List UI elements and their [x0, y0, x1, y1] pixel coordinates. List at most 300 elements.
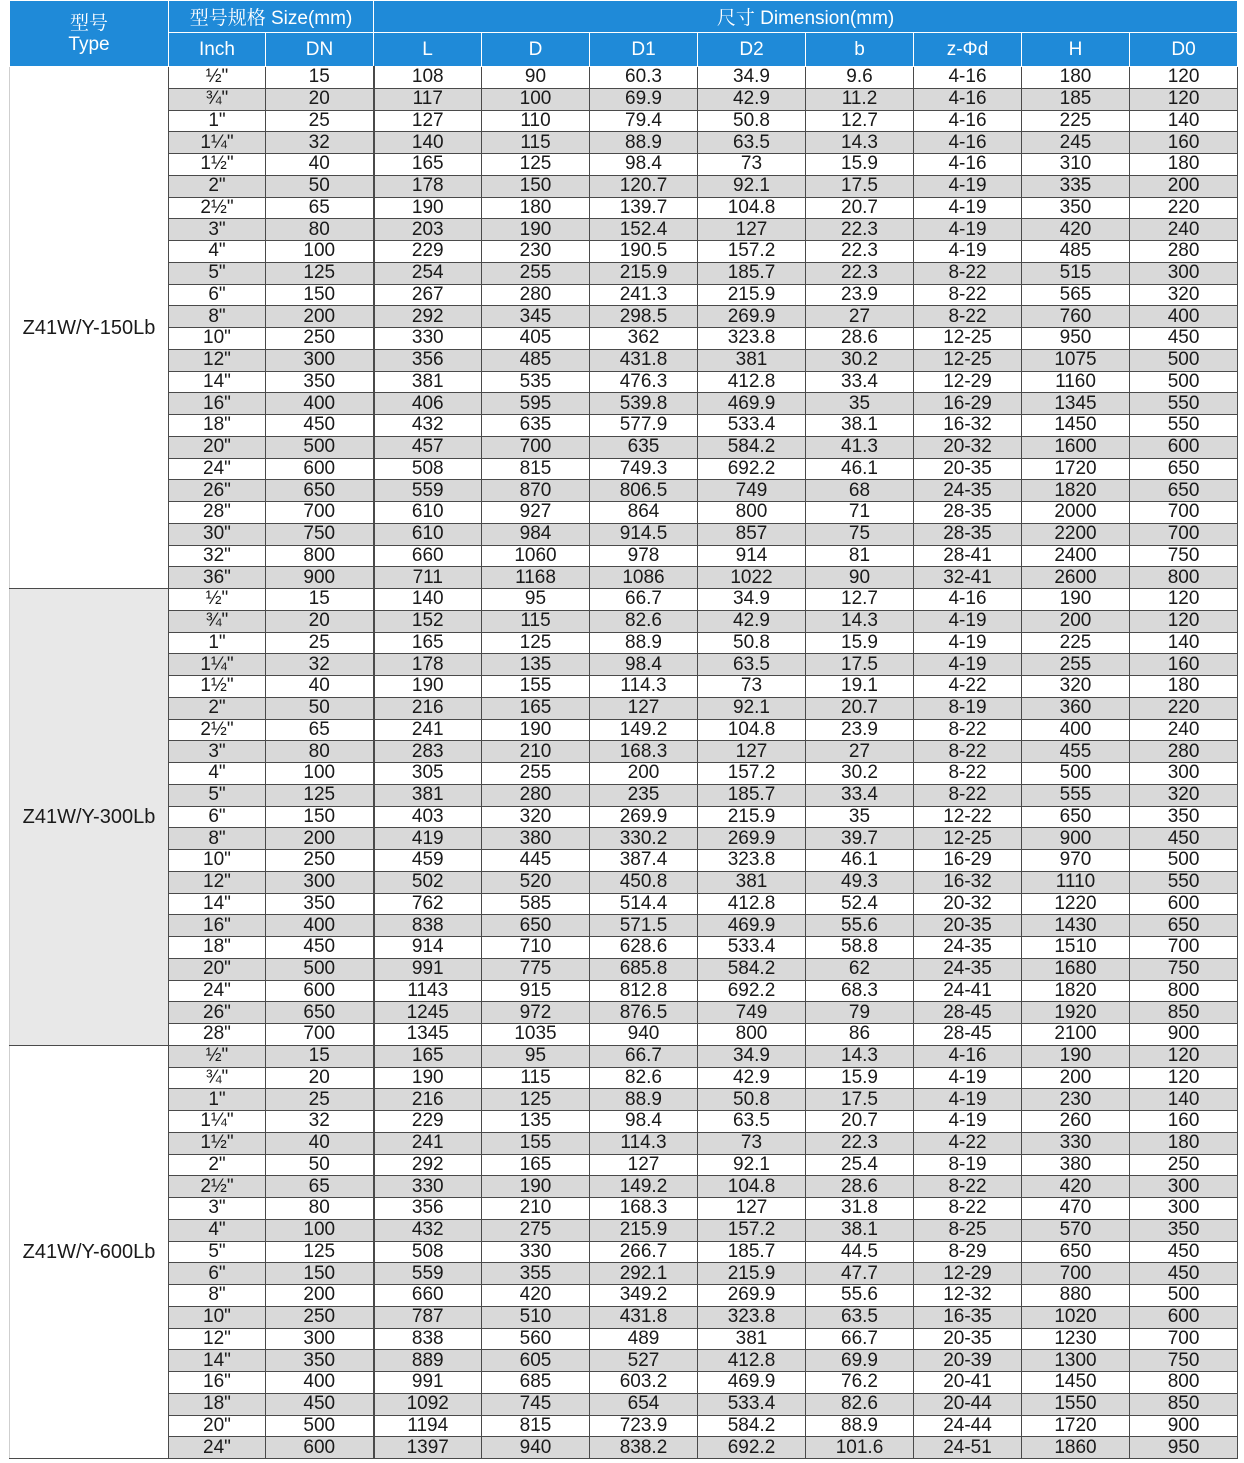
cell-z-d: 8-22: [914, 741, 1022, 763]
cell-inch: 12": [169, 349, 266, 371]
cell-inch: ¾": [169, 610, 266, 632]
cell-b: 39.7: [806, 828, 914, 850]
cell-d: 1035: [482, 1024, 590, 1046]
cell-dn: 32: [266, 654, 374, 676]
cell-z-d: 12-29: [914, 371, 1022, 393]
table-row: [10, 589, 1238, 611]
cell-h: 555: [1022, 784, 1130, 806]
cell-d2: 34.9: [698, 67, 806, 89]
table-row: [10, 284, 1238, 306]
spec-table-container: [9, 0, 1237, 1458]
cell-l: 559: [374, 480, 482, 502]
cell-inch: 12": [169, 871, 266, 893]
cell-d0: 320: [1130, 784, 1238, 806]
cell-h: 1230: [1022, 1328, 1130, 1350]
cell-d0: 140: [1130, 632, 1238, 654]
cell-b: 55.6: [806, 1285, 914, 1307]
cell-d0: 300: [1130, 262, 1238, 284]
cell-d0: 300: [1130, 1198, 1238, 1220]
cell-d: 280: [482, 784, 590, 806]
cell-b: 30.2: [806, 349, 914, 371]
table-row: [10, 1089, 1238, 1111]
cell-dn: 100: [266, 763, 374, 785]
cell-d0: 550: [1130, 415, 1238, 437]
cell-b: 23.9: [806, 719, 914, 741]
cell-b: 76.2: [806, 1372, 914, 1394]
table-row: [10, 262, 1238, 284]
cell-d1: 812.8: [590, 980, 698, 1002]
cell-h: 1160: [1022, 371, 1130, 393]
cell-d2: 584.2: [698, 958, 806, 980]
cell-b: 62: [806, 958, 914, 980]
cell-h: 500: [1022, 763, 1130, 785]
cell-dn: 300: [266, 871, 374, 893]
cell-z-d: 8-22: [914, 763, 1022, 785]
cell-h: 1110: [1022, 871, 1130, 893]
cell-d: 135: [482, 654, 590, 676]
cell-d2: 34.9: [698, 589, 806, 611]
cell-d1: 168.3: [590, 1198, 698, 1220]
cell-l: 356: [374, 1198, 482, 1220]
cell-z-d: 20-35: [914, 915, 1022, 937]
cell-d0: 120: [1130, 67, 1238, 89]
cell-inch: 6": [169, 284, 266, 306]
cell-d: 95: [482, 589, 590, 611]
cell-d2: 63.5: [698, 1111, 806, 1133]
cell-l: 165: [374, 154, 482, 176]
cell-l: 610: [374, 502, 482, 524]
cell-inch: 1": [169, 1089, 266, 1111]
cell-d: 230: [482, 241, 590, 263]
cell-l: 459: [374, 850, 482, 872]
cell-b: 86: [806, 1024, 914, 1046]
cell-d: 255: [482, 763, 590, 785]
table-row: [10, 458, 1238, 480]
table-row: [10, 1111, 1238, 1133]
cell-d2: 73: [698, 676, 806, 698]
cell-dn: 32: [266, 132, 374, 154]
cell-d0: 120: [1130, 589, 1238, 611]
cell-dn: 100: [266, 1219, 374, 1241]
table-row: [10, 371, 1238, 393]
cell-d2: 584.2: [698, 1415, 806, 1437]
table-row: [10, 1328, 1238, 1350]
cell-z-d: 12-22: [914, 806, 1022, 828]
table-row: [10, 1002, 1238, 1024]
cell-d0: 350: [1130, 1219, 1238, 1241]
cell-z-d: 12-25: [914, 328, 1022, 350]
cell-d1: 88.9: [590, 132, 698, 154]
cell-h: 1600: [1022, 436, 1130, 458]
cell-d0: 160: [1130, 1111, 1238, 1133]
cell-inch: 5": [169, 1241, 266, 1263]
cell-d1: 98.4: [590, 1111, 698, 1133]
cell-b: 35: [806, 393, 914, 415]
cell-d1: 66.7: [590, 589, 698, 611]
cell-d: 1060: [482, 545, 590, 567]
cell-d0: 400: [1130, 306, 1238, 328]
cell-inch: 18": [169, 937, 266, 959]
valve-dimension-table: [9, 0, 1238, 1459]
cell-l: 241: [374, 719, 482, 741]
size-header: 型号规格 Size(mm): [169, 1, 374, 33]
cell-l: 203: [374, 219, 482, 241]
cell-d1: 940: [590, 1024, 698, 1046]
cell-d1: 114.3: [590, 1132, 698, 1154]
cell-dn: 500: [266, 958, 374, 980]
cell-d0: 700: [1130, 937, 1238, 959]
cell-d: 972: [482, 1002, 590, 1024]
cell-d2: 269.9: [698, 828, 806, 850]
cell-z-d: 4-19: [914, 197, 1022, 219]
column-header-d: D: [482, 33, 590, 67]
cell-l: 432: [374, 415, 482, 437]
cell-l: 838: [374, 915, 482, 937]
cell-dn: 32: [266, 1111, 374, 1133]
cell-d: 330: [482, 1241, 590, 1263]
table-row: [10, 1132, 1238, 1154]
cell-inch: 8": [169, 306, 266, 328]
cell-h: 485: [1022, 241, 1130, 263]
cell-dn: 700: [266, 502, 374, 524]
cell-d0: 240: [1130, 219, 1238, 241]
cell-d0: 220: [1130, 197, 1238, 219]
cell-dn: 350: [266, 1350, 374, 1372]
cell-z-d: 4-16: [914, 589, 1022, 611]
cell-inch: 1½": [169, 154, 266, 176]
cell-inch: 36": [169, 567, 266, 589]
cell-d2: 185.7: [698, 262, 806, 284]
table-row: [10, 915, 1238, 937]
cell-inch: 16": [169, 1372, 266, 1394]
cell-d1: 200: [590, 763, 698, 785]
cell-z-d: 20-32: [914, 893, 1022, 915]
cell-d: 650: [482, 915, 590, 937]
cell-b: 14.3: [806, 132, 914, 154]
cell-d2: 469.9: [698, 1372, 806, 1394]
table-row: [10, 67, 1238, 89]
cell-z-d: 4-19: [914, 1111, 1022, 1133]
cell-d0: 140: [1130, 110, 1238, 132]
cell-d1: 514.4: [590, 893, 698, 915]
cell-inch: 4": [169, 241, 266, 263]
cell-d2: 63.5: [698, 654, 806, 676]
cell-d0: 250: [1130, 1154, 1238, 1176]
cell-z-d: 12-29: [914, 1263, 1022, 1285]
cell-l: 419: [374, 828, 482, 850]
cell-d1: 127: [590, 1154, 698, 1176]
cell-d2: 412.8: [698, 371, 806, 393]
cell-h: 260: [1022, 1111, 1130, 1133]
cell-h: 1550: [1022, 1393, 1130, 1415]
cell-z-d: 8-22: [914, 306, 1022, 328]
cell-d0: 600: [1130, 893, 1238, 915]
cell-z-d: 24-44: [914, 1415, 1022, 1437]
cell-b: 28.6: [806, 1176, 914, 1198]
cell-d0: 850: [1130, 1393, 1238, 1415]
cell-h: 565: [1022, 284, 1130, 306]
cell-inch: 24": [169, 458, 266, 480]
cell-dn: 80: [266, 741, 374, 763]
cell-d0: 320: [1130, 284, 1238, 306]
cell-d: 165: [482, 697, 590, 719]
cell-d1: 431.8: [590, 349, 698, 371]
cell-inch: 2": [169, 1154, 266, 1176]
cell-d0: 200: [1130, 175, 1238, 197]
cell-l: 292: [374, 306, 482, 328]
cell-l: 1245: [374, 1002, 482, 1024]
cell-d: 585: [482, 893, 590, 915]
cell-h: 200: [1022, 1067, 1130, 1089]
cell-z-d: 32-41: [914, 567, 1022, 589]
cell-d1: 450.8: [590, 871, 698, 893]
cell-inch: 30": [169, 523, 266, 545]
cell-d: 345: [482, 306, 590, 328]
cell-d1: 978: [590, 545, 698, 567]
cell-d2: 412.8: [698, 893, 806, 915]
cell-dn: 400: [266, 393, 374, 415]
cell-inch: ¾": [169, 1067, 266, 1089]
table-row: [10, 632, 1238, 654]
cell-z-d: 4-19: [914, 632, 1022, 654]
cell-b: 44.5: [806, 1241, 914, 1263]
cell-b: 101.6: [806, 1437, 914, 1459]
cell-d: 190: [482, 219, 590, 241]
cell-l: 559: [374, 1263, 482, 1285]
cell-d0: 650: [1130, 458, 1238, 480]
cell-h: 1020: [1022, 1306, 1130, 1328]
cell-dn: 80: [266, 219, 374, 241]
cell-h: 2000: [1022, 502, 1130, 524]
cell-z-d: 28-35: [914, 502, 1022, 524]
cell-l: 140: [374, 589, 482, 611]
cell-dn: 450: [266, 1393, 374, 1415]
type-cell: Z41W/Y-150Lb: [10, 67, 169, 589]
table-row: [10, 1285, 1238, 1307]
cell-dn: 40: [266, 1132, 374, 1154]
cell-z-d: 16-29: [914, 850, 1022, 872]
cell-b: 20.7: [806, 697, 914, 719]
table-row: [10, 219, 1238, 241]
cell-d0: 900: [1130, 1024, 1238, 1046]
cell-l: 178: [374, 175, 482, 197]
cell-z-d: 24-35: [914, 958, 1022, 980]
cell-z-d: 28-35: [914, 523, 1022, 545]
cell-z-d: 4-16: [914, 67, 1022, 89]
cell-b: 58.8: [806, 937, 914, 959]
cell-d: 915: [482, 980, 590, 1002]
cell-d2: 42.9: [698, 610, 806, 632]
cell-d0: 120: [1130, 1067, 1238, 1089]
cell-h: 2400: [1022, 545, 1130, 567]
cell-inch: 10": [169, 850, 266, 872]
cell-dn: 15: [266, 1045, 374, 1067]
cell-dn: 400: [266, 1372, 374, 1394]
cell-d: 180: [482, 197, 590, 219]
cell-d0: 220: [1130, 697, 1238, 719]
cell-h: 880: [1022, 1285, 1130, 1307]
cell-b: 31.8: [806, 1198, 914, 1220]
cell-dn: 200: [266, 306, 374, 328]
cell-d1: 539.8: [590, 393, 698, 415]
type-cell: Z41W/Y-600Lb: [10, 1045, 169, 1458]
cell-d: 984: [482, 523, 590, 545]
cell-d: 210: [482, 1198, 590, 1220]
cell-dn: 50: [266, 697, 374, 719]
cell-l: 1397: [374, 1437, 482, 1459]
cell-d: 815: [482, 458, 590, 480]
table-row: [10, 393, 1238, 415]
cell-b: 14.3: [806, 1045, 914, 1067]
cell-h: 900: [1022, 828, 1130, 850]
cell-inch: 16": [169, 915, 266, 937]
cell-inch: 14": [169, 371, 266, 393]
cell-inch: 12": [169, 1328, 266, 1350]
cell-l: 787: [374, 1306, 482, 1328]
cell-d: 95: [482, 1045, 590, 1067]
cell-dn: 125: [266, 784, 374, 806]
cell-dn: 25: [266, 110, 374, 132]
cell-h: 380: [1022, 1154, 1130, 1176]
cell-dn: 125: [266, 262, 374, 284]
cell-d0: 700: [1130, 1328, 1238, 1350]
type-header-en: Type: [68, 33, 110, 55]
cell-l: 241: [374, 1132, 482, 1154]
cell-l: 711: [374, 567, 482, 589]
cell-d2: 269.9: [698, 306, 806, 328]
cell-dn: 750: [266, 523, 374, 545]
cell-l: 381: [374, 371, 482, 393]
cell-b: 12.7: [806, 589, 914, 611]
cell-l: 292: [374, 1154, 482, 1176]
cell-inch: 20": [169, 436, 266, 458]
table-row: [10, 980, 1238, 1002]
cell-d0: 750: [1130, 958, 1238, 980]
cell-z-d: 4-19: [914, 610, 1022, 632]
cell-l: 508: [374, 1241, 482, 1263]
cell-h: 2100: [1022, 1024, 1130, 1046]
cell-dn: 500: [266, 1415, 374, 1437]
cell-d1: 838.2: [590, 1437, 698, 1459]
table-row: [10, 850, 1238, 872]
cell-d1: 149.2: [590, 719, 698, 741]
cell-d1: 723.9: [590, 1415, 698, 1437]
cell-d0: 160: [1130, 654, 1238, 676]
cell-dn: 50: [266, 1154, 374, 1176]
cell-d0: 450: [1130, 1241, 1238, 1263]
cell-l: 216: [374, 1089, 482, 1111]
cell-b: 22.3: [806, 1132, 914, 1154]
table-row: [10, 502, 1238, 524]
cell-b: 55.6: [806, 915, 914, 937]
cell-d2: 157.2: [698, 1219, 806, 1241]
cell-d1: 387.4: [590, 850, 698, 872]
cell-dn: 450: [266, 415, 374, 437]
cell-d1: 241.3: [590, 284, 698, 306]
cell-dn: 150: [266, 1263, 374, 1285]
cell-d2: 584.2: [698, 436, 806, 458]
cell-h: 200: [1022, 610, 1130, 632]
column-header-d0: D0: [1130, 33, 1238, 67]
cell-dn: 250: [266, 1306, 374, 1328]
cell-d1: 269.9: [590, 806, 698, 828]
cell-d2: 215.9: [698, 806, 806, 828]
cell-d: 320: [482, 806, 590, 828]
cell-dn: 65: [266, 719, 374, 741]
cell-l: 356: [374, 349, 482, 371]
cell-inch: 6": [169, 806, 266, 828]
cell-d: 605: [482, 1350, 590, 1372]
cell-d2: 127: [698, 1198, 806, 1220]
table-row: [10, 132, 1238, 154]
cell-d: 280: [482, 284, 590, 306]
cell-z-d: 4-16: [914, 1045, 1022, 1067]
cell-d0: 800: [1130, 980, 1238, 1002]
cell-dn: 800: [266, 545, 374, 567]
cell-d2: 42.9: [698, 88, 806, 110]
cell-z-d: 20-35: [914, 1328, 1022, 1350]
cell-d1: 603.2: [590, 1372, 698, 1394]
cell-inch: 16": [169, 393, 266, 415]
cell-d: 275: [482, 1219, 590, 1241]
cell-h: 650: [1022, 806, 1130, 828]
cell-d0: 300: [1130, 1176, 1238, 1198]
cell-d: 815: [482, 1415, 590, 1437]
cell-l: 267: [374, 284, 482, 306]
cell-d1: 215.9: [590, 262, 698, 284]
cell-inch: 1½": [169, 1132, 266, 1154]
cell-z-d: 8-22: [914, 284, 1022, 306]
cell-d: 155: [482, 676, 590, 698]
cell-d0: 500: [1130, 371, 1238, 393]
table-row: [10, 1024, 1238, 1046]
cell-d: 1168: [482, 567, 590, 589]
cell-h: 1860: [1022, 1437, 1130, 1459]
cell-d1: 577.9: [590, 415, 698, 437]
cell-dn: 200: [266, 828, 374, 850]
cell-d2: 50.8: [698, 632, 806, 654]
cell-l: 610: [374, 523, 482, 545]
cell-inch: 26": [169, 480, 266, 502]
cell-inch: 4": [169, 763, 266, 785]
cell-h: 1720: [1022, 1415, 1130, 1437]
cell-d0: 140: [1130, 1089, 1238, 1111]
cell-dn: 650: [266, 480, 374, 502]
cell-h: 1510: [1022, 937, 1130, 959]
cell-b: 63.5: [806, 1306, 914, 1328]
cell-h: 1820: [1022, 480, 1130, 502]
cell-dn: 350: [266, 893, 374, 915]
column-header-row: [10, 33, 1238, 67]
cell-inch: 3": [169, 1198, 266, 1220]
cell-d: 510: [482, 1306, 590, 1328]
table-row: [10, 88, 1238, 110]
cell-dn: 125: [266, 1241, 374, 1263]
cell-d1: 139.7: [590, 197, 698, 219]
cell-h: 1920: [1022, 1002, 1130, 1024]
cell-d: 635: [482, 415, 590, 437]
cell-d0: 240: [1130, 719, 1238, 741]
cell-d: 775: [482, 958, 590, 980]
column-header-h: H: [1022, 33, 1130, 67]
cell-z-d: 16-32: [914, 871, 1022, 893]
cell-l: 190: [374, 676, 482, 698]
cell-d1: 82.6: [590, 610, 698, 632]
cell-d2: 381: [698, 1328, 806, 1350]
cell-inch: 18": [169, 1393, 266, 1415]
cell-d: 100: [482, 88, 590, 110]
cell-d1: 806.5: [590, 480, 698, 502]
